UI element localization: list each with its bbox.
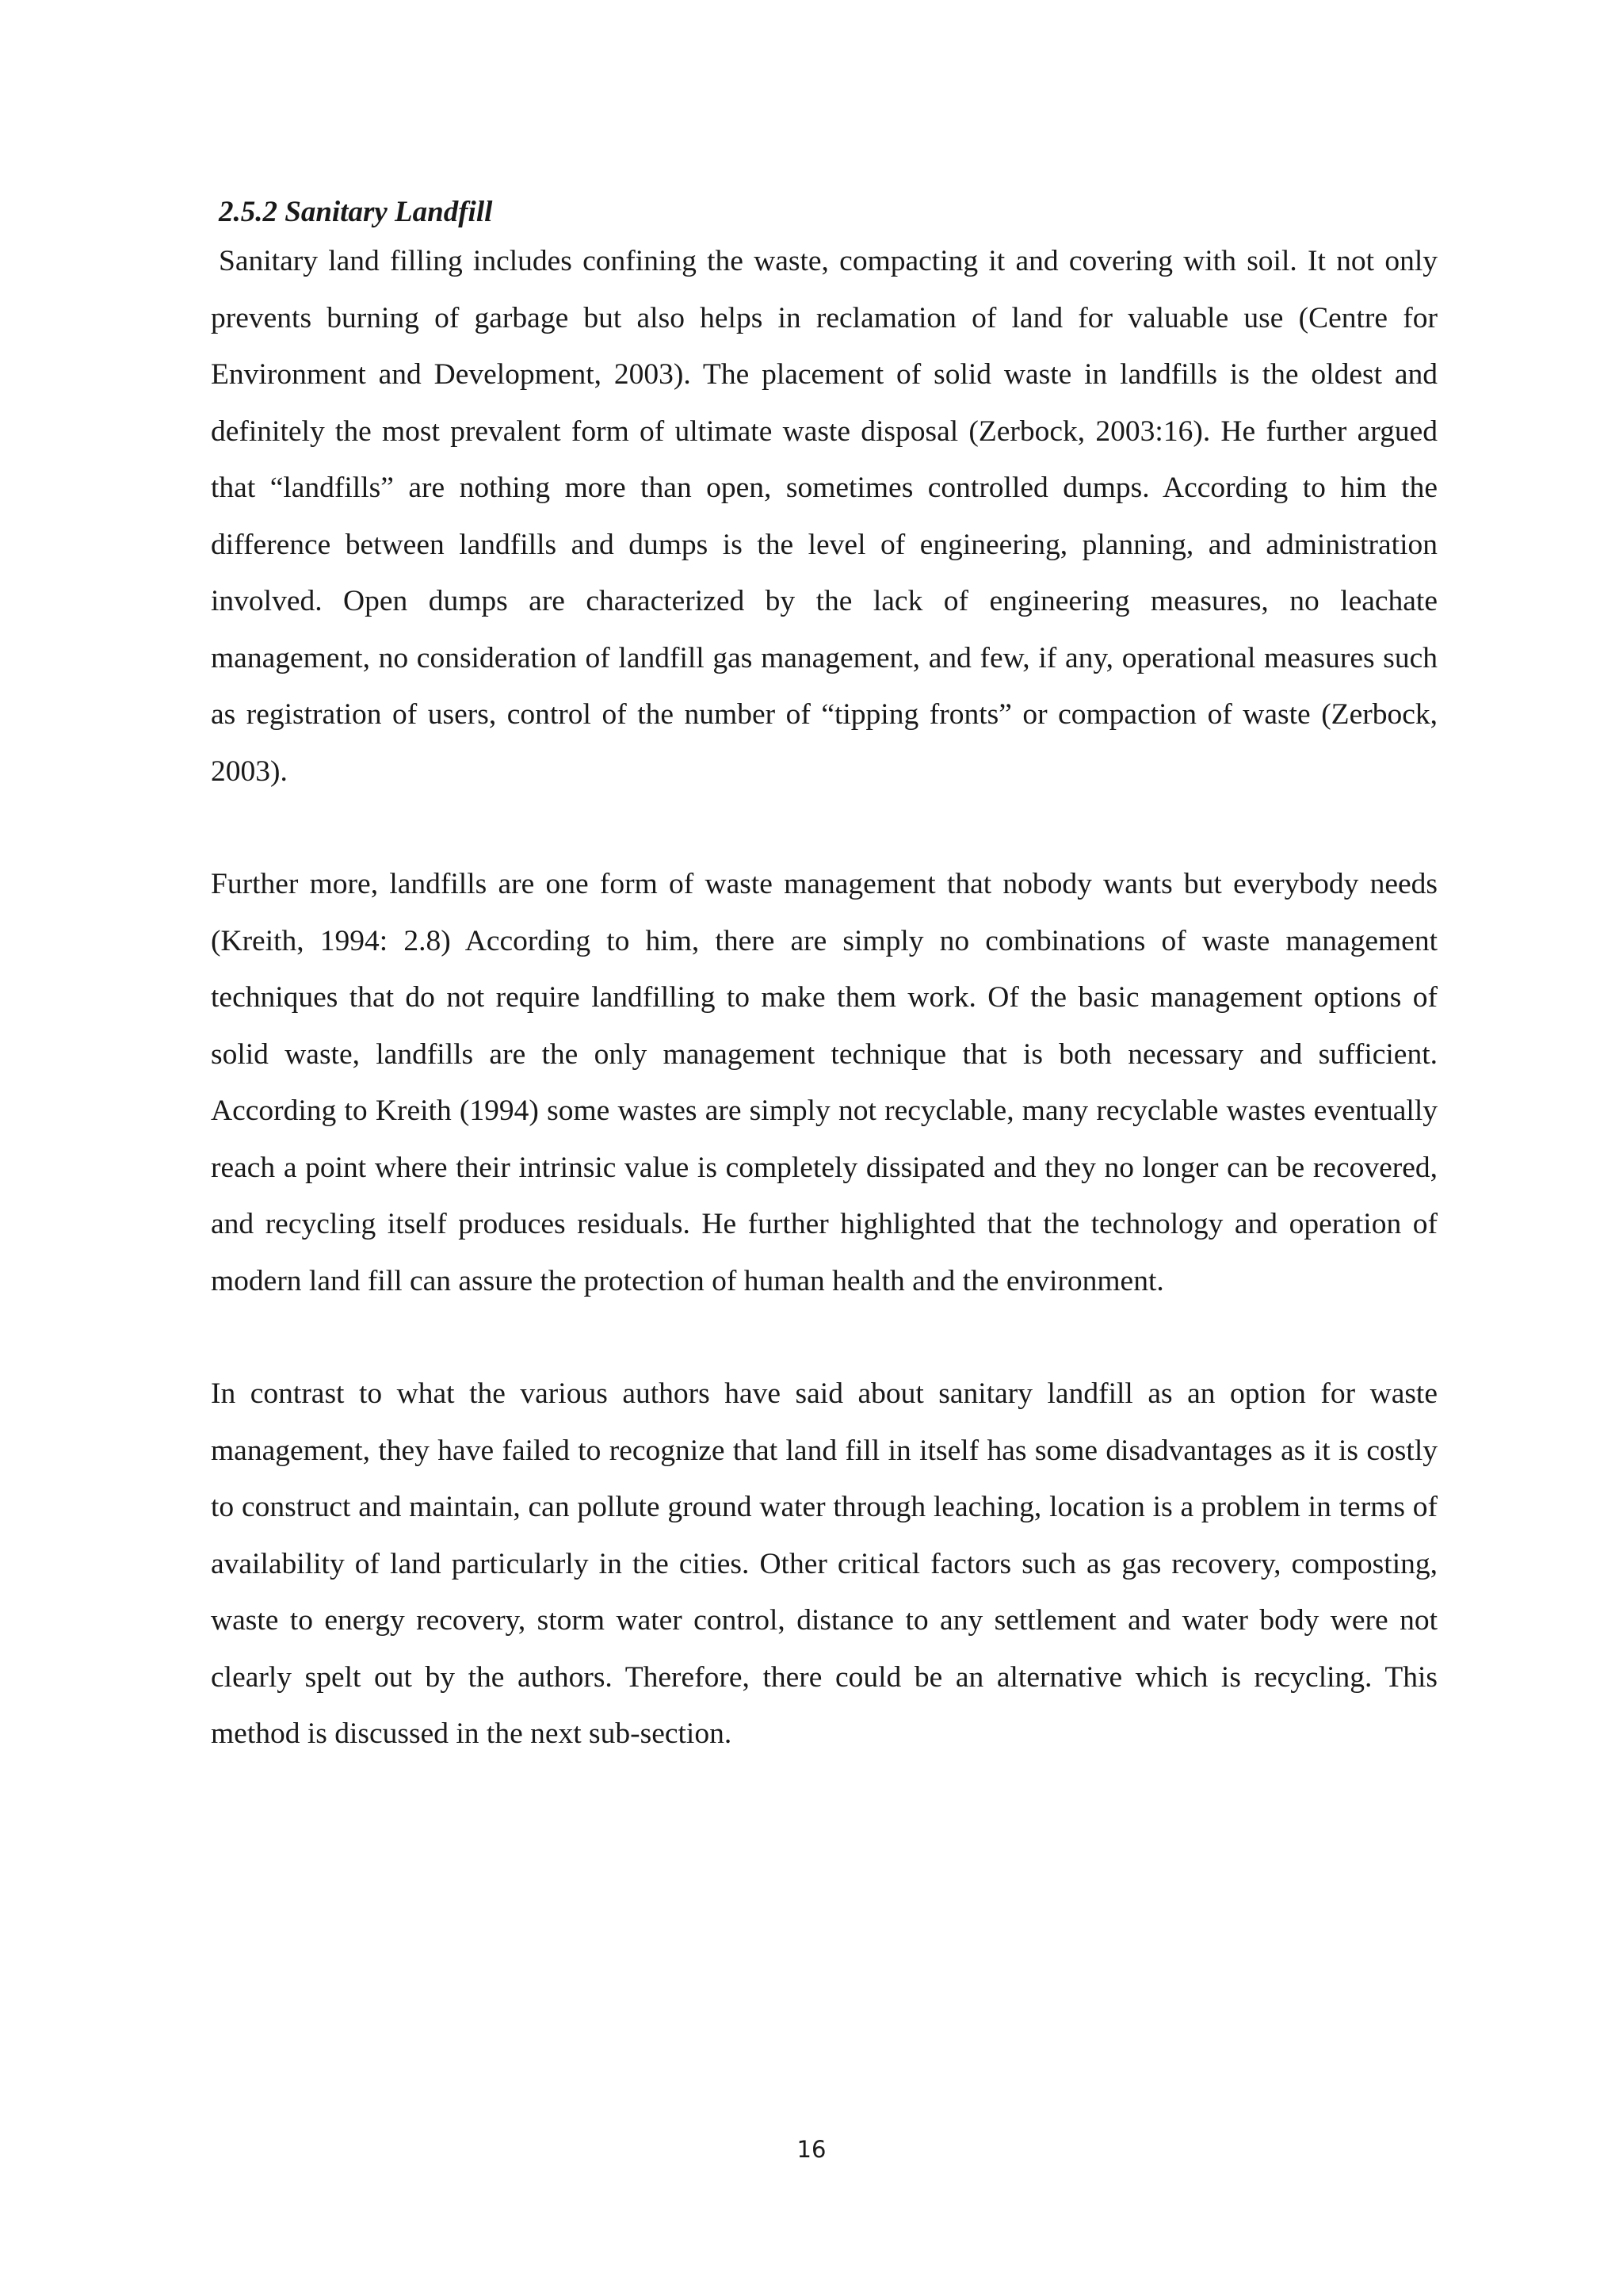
paragraph-landfill-disadvantages: In contrast to what the various authors have said about sanitary landfill as an option for waste management, they have failed to recognize that land fill in itself has some disadvantages as it is costly to construct and maintain, can pollute ground water through leaching, location is a problem in terms of availability of land particularly in the cities. Other critical factors such as gas recovery, composting, waste to energy recovery, storm water control, distance to any settlement and water body were not clearly spelt out by the authors. Therefore, there could be an alternative which is recycling. This method is discussed in the next sub-section. — [211, 1377, 1438, 1750]
paragraph-spacer — [211, 1309, 1438, 1366]
page-body — [211, 192, 1438, 1763]
section-heading: 2.5.2 Sanitary Landfill — [219, 196, 493, 228]
paragraph-spacer — [211, 800, 1438, 856]
paragraph-landfill-necessity: Further more, landfills are one form of waste management that nobody wants but everybody needs (Kreith, 1994: 2.8) According to him, there are simply no combinations of waste management techniques that do not require landfilling to make them work. Of the basic management options of solid waste, landfills are the only management technique that is both necessary and sufficient. According to Kreith (1994) some wastes are simply not recyclable, many recyclable wastes eventually reach a point where their intrinsic value is completely dissipated and they no longer can be recovered, and recycling itself produces residuals. He further highlighted that the technology and operation of modern land fill can assure the protection of human health and the environment. — [211, 868, 1438, 1297]
page-number: 16 — [796, 2136, 827, 2163]
paragraph-sanitary-landfill-definition: Sanitary land filling includes confining the waste, compacting it and covering with soil. It not only prevents burning of garbage but also helps in reclamation of land for valuable use (Centre for Environment and Development, 2003). The placement of solid waste in landfills is the oldest and definitely the most prevalent form of ultimate waste disposal (Zerbock, 2003:16). He further argued that “landfills” are nothing more than open, sometimes controlled dumps. According to him the difference between landfills and dumps is the level of engineering, planning, and administration involved. Open dumps are characterized by the lack of engineering measures, no leachate management, no consideration of landfill gas management, and few, if any, operational measures such as registration of users, control of the number of “tipping fronts” or compaction of waste (Zerbock, 2003). — [211, 245, 1438, 788]
